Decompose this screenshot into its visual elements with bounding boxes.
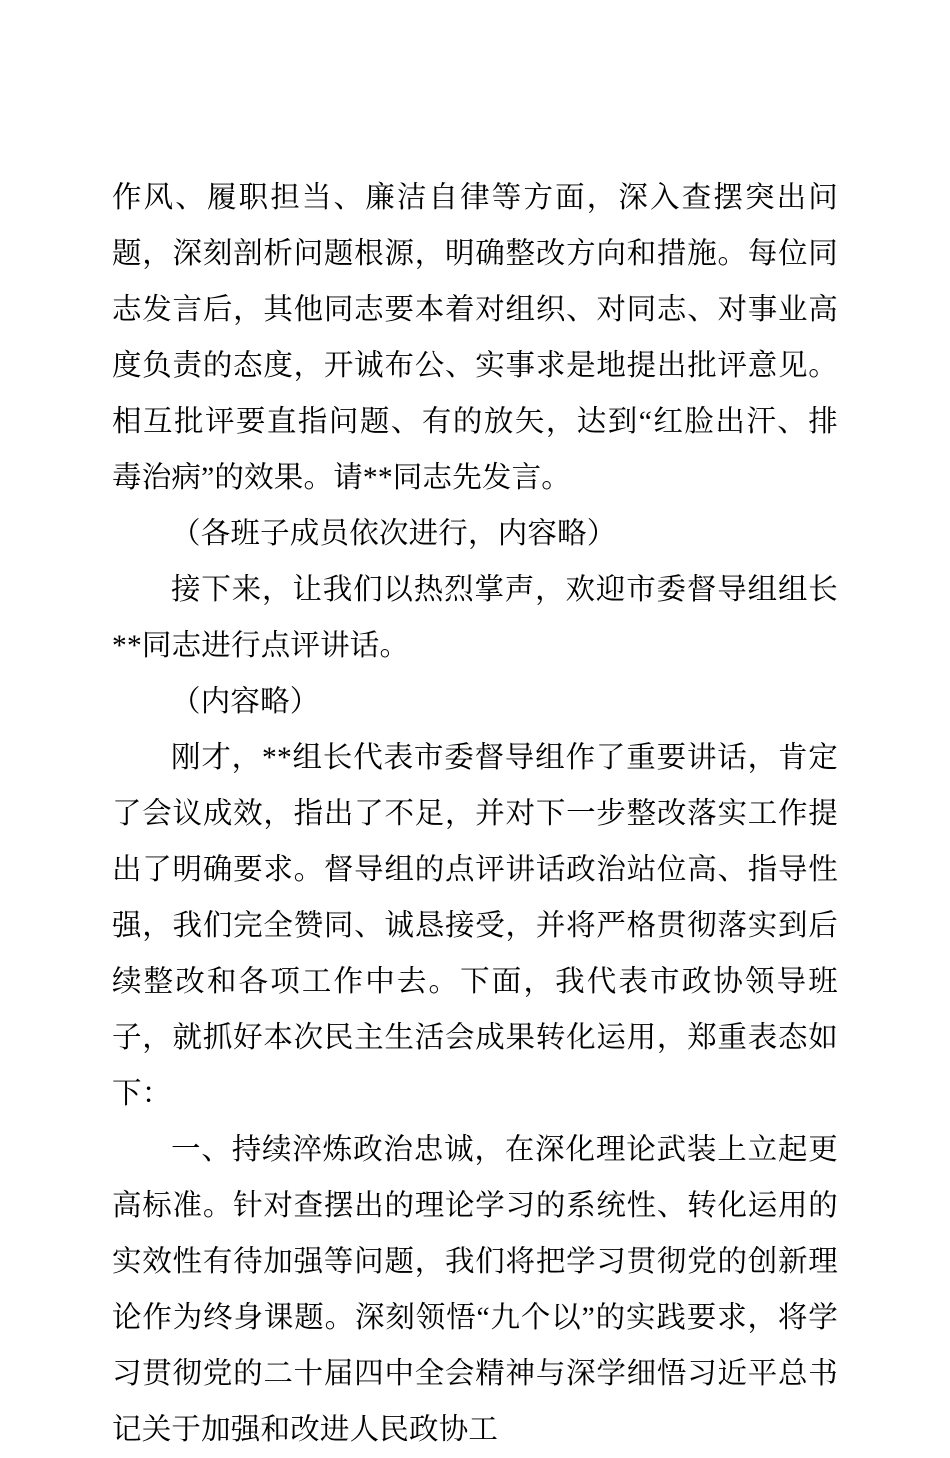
document-body <box>112 170 838 1458</box>
paragraph-4: （内容略） <box>171 686 320 718</box>
paragraph-6: 一、持续淬炼政治忠诚，在深化理论武装上立起更高标准。针对查摆出的理论学习的系统性、转化运用的实效性有待加强等问题，我们将把学习贯彻党的创新理论作为终身课题。深刻领悟“九个以”的实践要求，将学习贯彻党的二十届四中全会精神与深学细悟习近平总书记关于加强和改进人民政协工 <box>112 1134 838 1446</box>
paragraph-5: 刚才，**组长代表市委督导组作了重要讲话，肯定了会议成效，指出了不足，并对下一步整改落实工作提出了明确要求。督导组的点评讲话政治站位高、指导性强，我们完全赞同、诚恳接受，并将严格贯彻落实到后续整改和各项工作中去。下面，我代表市政协领导班子，就抓好本次民主生活会成果转化运用，郑重表态如下： <box>112 742 838 1110</box>
paragraph-1: 作风、履职担当、廉洁自律等方面，深入查摆突出问题，深刻剖析问题根源，明确整改方向和措施。每位同志发言后，其他同志要本着对组织、对同志、对事业高度负责的态度，开诚布公、实事求是地提出批评意见。相互批评要直指问题、有的放矢，达到“红脸出汗、排毒治病”的效果。请**同志先发言。 <box>112 182 838 494</box>
paragraph-2: （各班子成员依次进行，内容略） <box>171 518 617 550</box>
paragraph-3: 接下来，让我们以热烈掌声，欢迎市委督导组组长**同志进行点评讲话。 <box>112 574 838 662</box>
